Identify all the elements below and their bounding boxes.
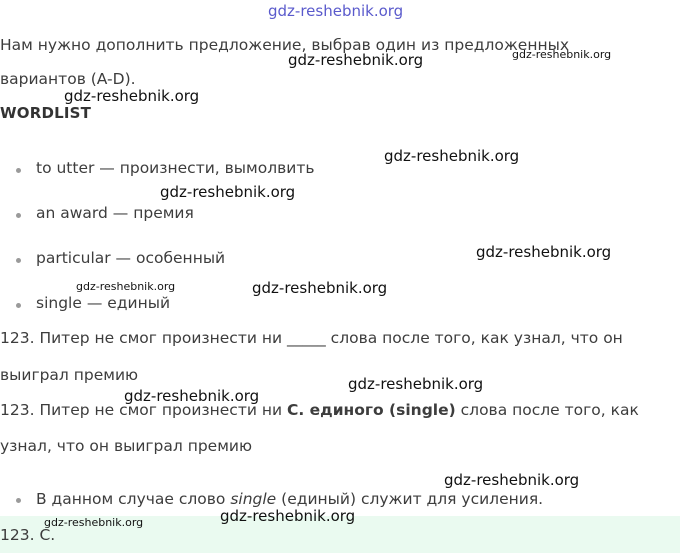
solution-answer: C. единого (single) [287,401,456,419]
list-item-text: single — единый [36,294,171,312]
solution-prefix: 123. Питер не смог произнести ни [0,401,287,419]
wordlist-heading: WORDLIST [0,104,92,122]
solution-line-2: узнал, что он выиграл премию [0,437,253,455]
answer-text: 123. C. [0,526,56,544]
bullet-dot [16,258,21,263]
watermark: gdz-reshebnik.org [348,375,484,393]
intro-line-1: Нам нужно дополнить предложение, выбрав один из предложенных [0,36,570,54]
list-item-text: an award — премия [36,204,194,222]
watermark: gdz-reshebnik.org [384,147,520,165]
watermark: gdz-reshebnik.org [444,471,580,489]
watermark: gdz-reshebnik.org [220,507,356,525]
watermark: gdz-reshebnik.org [252,279,388,297]
solution-suffix: слова после того, как [455,401,639,419]
note-text [36,489,543,509]
watermark: gdz-reshebnik.org [512,48,612,61]
bullet-dot [16,213,21,218]
watermark: gdz-reshebnik.org [64,87,200,105]
watermark-top: gdz-reshebnik.org [268,2,404,20]
watermark: gdz-reshebnik.org [288,51,424,69]
watermark: gdz-reshebnik.org [476,243,612,261]
bullet-dot [16,303,21,308]
note-italic-word: single [230,490,277,508]
list-item-text: to utter — произнести, вымолвить [36,159,315,177]
note-before: В данном случае слово [36,490,231,508]
note-after: (единый) служит для усиления. [276,490,544,508]
bullet-dot [16,498,21,503]
bullet-dot [16,168,21,173]
watermark: gdz-reshebnik.org [76,280,176,293]
list-item-text: particular — особенный [36,249,226,267]
question-line-1: 123. Питер не смог произнести ни _____ слова после того, как узнал, что он [0,329,623,347]
watermark: gdz-reshebnik.org [44,516,144,529]
watermark: gdz-reshebnik.org [124,387,260,405]
question-line-2: выиграл премию [0,366,139,384]
intro-line-2: вариантов (A-D). [0,70,136,88]
watermark: gdz-reshebnik.org [160,183,296,201]
solution-line-1 [0,400,639,420]
